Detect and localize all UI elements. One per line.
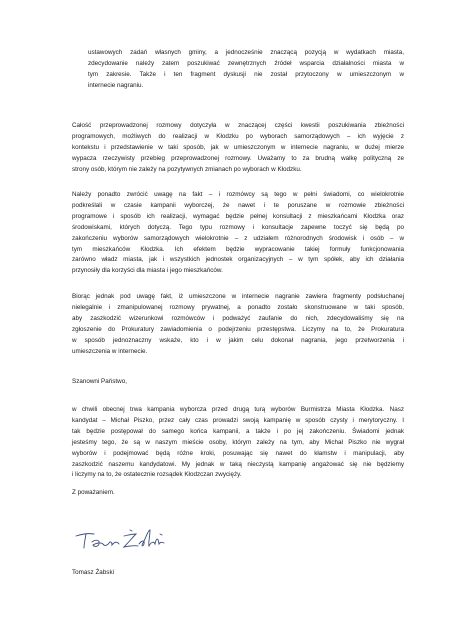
signer-name-text: Tomasz Żabski <box>72 569 114 576</box>
text-line: zdecydowanie należy zatem poszukiwać zewnętrznych źródeł wsparcia działalności miasta w <box>88 59 404 67</box>
text-line: podkreślali w czasie kampanii wyborczej, że nawet i te poruszane w rozmowie zbieżności <box>72 201 404 209</box>
text-line: tym mieszkańców Kłodzka. Ich efektem będzie wypracowanie takiej formuły funkcjonowania <box>72 245 404 253</box>
text-line: Biorąc jednak pod uwagę fakt, iż umieszczone w internecie nagranie zawiera fragmenty podsłuchanej <box>72 293 404 300</box>
text-line: aby zaszkodzić wizerunkowi rozmówców i podważyć zaufanie do nich, zdecydowaliśmy się na <box>72 314 404 322</box>
paragraph-3 <box>72 190 404 277</box>
text-line: zarówno władz miasta, jak i wszystkich jednostek organizacyjnych – w tym spółek, aby ich działania <box>72 256 404 264</box>
text-line: tym zakresie. Także i ten fragment dyskusji nie został przytoczony w umieszczonym w <box>88 70 404 78</box>
text-line: kandydat – Michał Piszko, przez cały czas prowadzi swoją kampanię w sposób czysty i merytoryczny. I <box>72 416 404 424</box>
text-line: zaszkodzić naszemu kandydatowi. My jednak w taką nieczystą kampanię angażować się nie będziemy <box>72 460 404 468</box>
paragraph-5 <box>72 405 404 481</box>
text-line: programowych, możliwych do realizacji w Kłodzku po wyborach samorządowych – ich wyjęcie z <box>72 132 404 140</box>
closing-text: Z poważaniem. <box>72 489 115 496</box>
text-line: zgłoszenie do Prokuratury zawiadomienia o podejrzeniu przestępstwa. Liczymy na to, że Prokuratura <box>72 325 404 333</box>
text-line: zakończeniu wyborów samorządowych wielokrotnie – z udziałem różnorodnych środowisk i osób – w <box>72 234 404 242</box>
salutation-text: Szanowni Państwo, <box>72 378 127 385</box>
text-line: tak będzie postępował do samego końca kampanii, a także i po jej zakończeniu. Świadomi jednak <box>72 427 404 435</box>
text-line: internecie nagraniu. <box>88 81 144 89</box>
text-line: jesteśmy tego, że są w naszym mieście osoby, którym zależy na tym, aby Michał Piszko nie wygrał <box>72 438 404 446</box>
text-line: umieszczenia w internecie. <box>72 347 148 355</box>
handwritten-signature <box>72 522 182 552</box>
text-line: nielegalnie i zmanipulowanej rozmowy prywatnej, a ponadto zostało skonstruowane w taki sposób, <box>72 303 404 311</box>
text-line: Całość przeprowadzonej rozmowy dotyczyła w znaczącej części kwestii poszukiwania zbieżności <box>72 122 404 129</box>
text-line: Należy ponadto zwrócić uwagę na fakt – i rozmówcy są tego w pełni świadomi, co wielokrotnie <box>72 191 404 198</box>
paragraph-4 <box>72 292 404 357</box>
salutation <box>72 377 404 388</box>
signer-name <box>72 568 404 579</box>
text-line: w chwili obecnej trwa kampania wyborcza przed drugą turą wyborów Burmistrza Miasta Kłodzka. Nasz <box>72 406 404 413</box>
paragraph-1 <box>88 48 404 92</box>
text-line: środowiskami, których dotyczą. Tego typu rozmowy i konsultacje zapewne toczyć się będą po <box>72 223 404 231</box>
text-line: przynosiły dla korzyści dla miasta i jego mieszkańców. <box>72 267 223 275</box>
text-line: wyborów i podejmować będą różne kroki, posuwając się nawet do kłamstw i manipulacji, aby <box>72 449 404 457</box>
closing <box>72 488 404 499</box>
text-line: ustawowych zadań własnych gminy, a jednocześnie znaczącą pozycją w wydatkach miasta, <box>88 49 404 56</box>
text-line: programowe i sposób ich realizacji, wymagać będzie pełnej konsultacji z mieszkańcami Kłodzka oraz <box>72 212 404 220</box>
text-line: i liczymy na to, że ostatecznie rozsądek Kłodzczan zwycięży. <box>72 471 242 479</box>
text-line: strony osób, którym nie zależy na pozytywnych zmianach po wyborach w Kłodzku. <box>72 165 302 173</box>
text-line: wypacza rzeczywisty przebieg przeprowadzonej rozmowy. Uważamy to za brudną walkę polityczną ze <box>72 154 404 162</box>
text-line: kontekstu i przedstawienie w taki sposób, jak w umieszczonym w internecie nagraniu, w dużej mierze <box>72 143 404 151</box>
paragraph-2 <box>72 121 404 176</box>
text-line: w sposób jednoznaczny wskaże, kto i w jakim celu dokonał nagrania, jego przetworzenia i <box>72 336 404 344</box>
